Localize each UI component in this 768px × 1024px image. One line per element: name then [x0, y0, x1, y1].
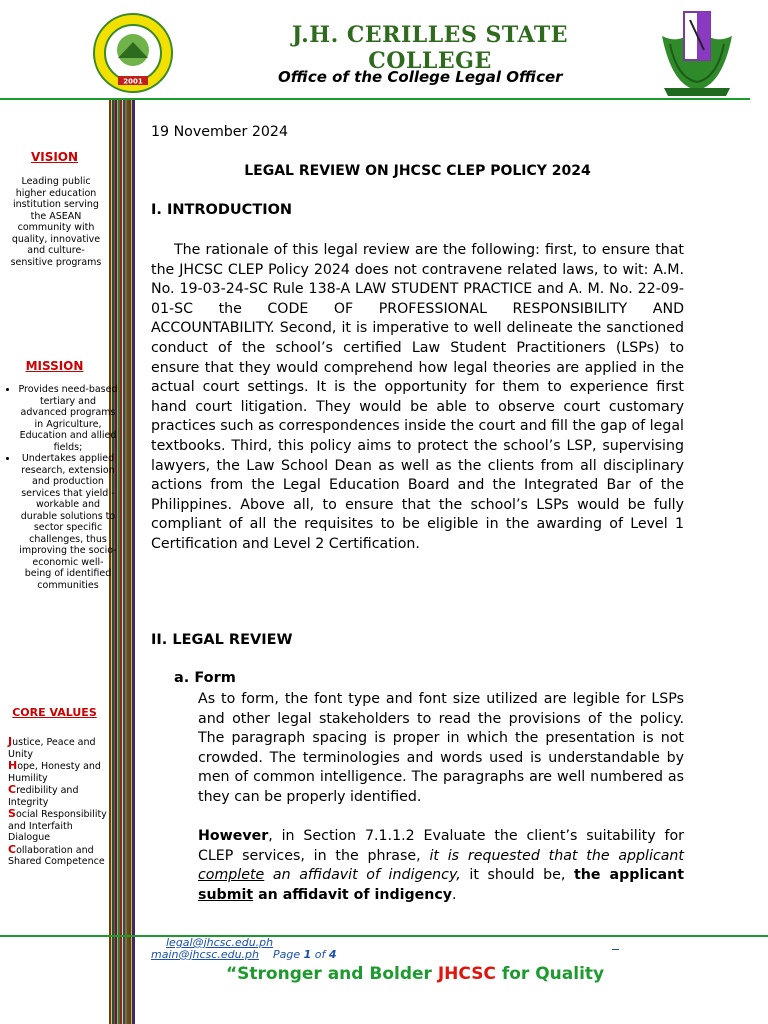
- page-footer-line: main@jhcsc.edu.ph Page 1 of 4: [151, 948, 337, 961]
- however-paragraph: However, in Section 7.1.1.2 Evaluate the client’s suitability for CLEP services, in the phrase, it is requested that the applicant complete an affidavit of indigency, it should be, the applicant submit an affidavit of indigency.: [198, 828, 685, 903]
- mission-heading: MISSION: [25, 359, 84, 373]
- core-value-item: Justice, Peace and Unity: [8, 735, 96, 760]
- legal-email-link[interactable]: legal@jhcsc.edu.ph: [166, 936, 274, 949]
- core-value-item: Credibility and Integrity: [8, 783, 79, 808]
- mission-item: • Provides need-based tertiary and advanced programs in Agriculture, Education and allied fields;: [18, 384, 118, 453]
- core-value-item: Collaboration and Shared Competence: [8, 842, 105, 867]
- core-value-item: Social Responsibility and Interfaith Dialogue: [8, 807, 107, 843]
- core-values-list: [8, 736, 108, 868]
- vision-text: Leading public higher education institution serving the ASEAN community with quality, innovative and culture-sensitive programs: [10, 176, 102, 268]
- vision-heading: VISION: [30, 150, 79, 164]
- introduction-paragraph: The rationale of this legal review are the following: first, to ensure that the JHCSC CLEP Policy 2024 does not contravene related laws, to wit: A.M. No. 19-03-24-SC Rule 138-A LAW STUDENT PRACTICE and A. M. No. 22-09-01-SC the CODE OF PROFESSIONAL RESPONSIBILITY AND ACCOUNTABILITY. Second, it is imperative to well delineate the sanctioned conduct of the school’s certified Law Student Practitioners (LSPs) to ensure that they would comprehend how legal theories are applied in the actual court settings. It is the opportunity for them to experience first hand court litigation. They would be able to observe court customary practices such as correspondences inside the court and fill the gap of legal textbooks. Third, this policy aims to protect the school’s LSP, supervising lawyers, the Law School Dean as well as the clients from all disciplinary actions from the Legal Education Board and the Integrated Bar of the Philippines. Above all, to ensure that the school’s LSPs would be fully compliant of all the requisites to be eligible in the awarding of Level 1 Certification and Level 2 Certification.: [151, 242, 684, 552]
- subsection-heading-form: a. Form: [174, 670, 236, 686]
- mission-list: [6, 384, 118, 591]
- section-heading-introduction: I. INTRODUCTION: [151, 202, 293, 218]
- main-email-link[interactable]: main@jhcsc.edu.ph: [151, 948, 260, 961]
- college-slogan: “Stronger and Bolder JHCSC for Quality: [226, 964, 605, 984]
- legal-office-logo: [652, 6, 742, 98]
- document-title: LEGAL REVIEW ON JHCSC CLEP POLICY 2024: [244, 163, 591, 179]
- document-date: 19 November 2024: [151, 124, 288, 140]
- mission-item: • Undertakes applied research, extension and production services that yield - workable and durable solutions to sector specific challenges, thus improving the socio-economic well- being of identified communities: [18, 453, 118, 591]
- college-seal-logo: [88, 12, 178, 94]
- office-title: Office of the College Legal Officer: [278, 68, 563, 86]
- form-paragraph: As to form, the font type and font size utilized are legible for LSPs and other legal stakeholders to read the provisions of the policy. The paragraph spacing is proper in which the presentation is not crowded. The terminologies and words used is understandable by men of common intelligence. The paragraphs are well numbered as they can be properly identified.: [198, 691, 684, 805]
- seal-year: 2001: [123, 77, 143, 86]
- footer-underline-mark: [612, 938, 619, 951]
- footer-divider: [0, 935, 768, 937]
- section-heading-legal-review: II. LEGAL REVIEW: [151, 632, 293, 648]
- core-values-heading: CORE VALUES: [12, 706, 97, 719]
- core-value-item: Hope, Honesty and Humility: [8, 759, 101, 784]
- college-name: J.H. CERILLES STATE COLLEGE: [291, 22, 569, 74]
